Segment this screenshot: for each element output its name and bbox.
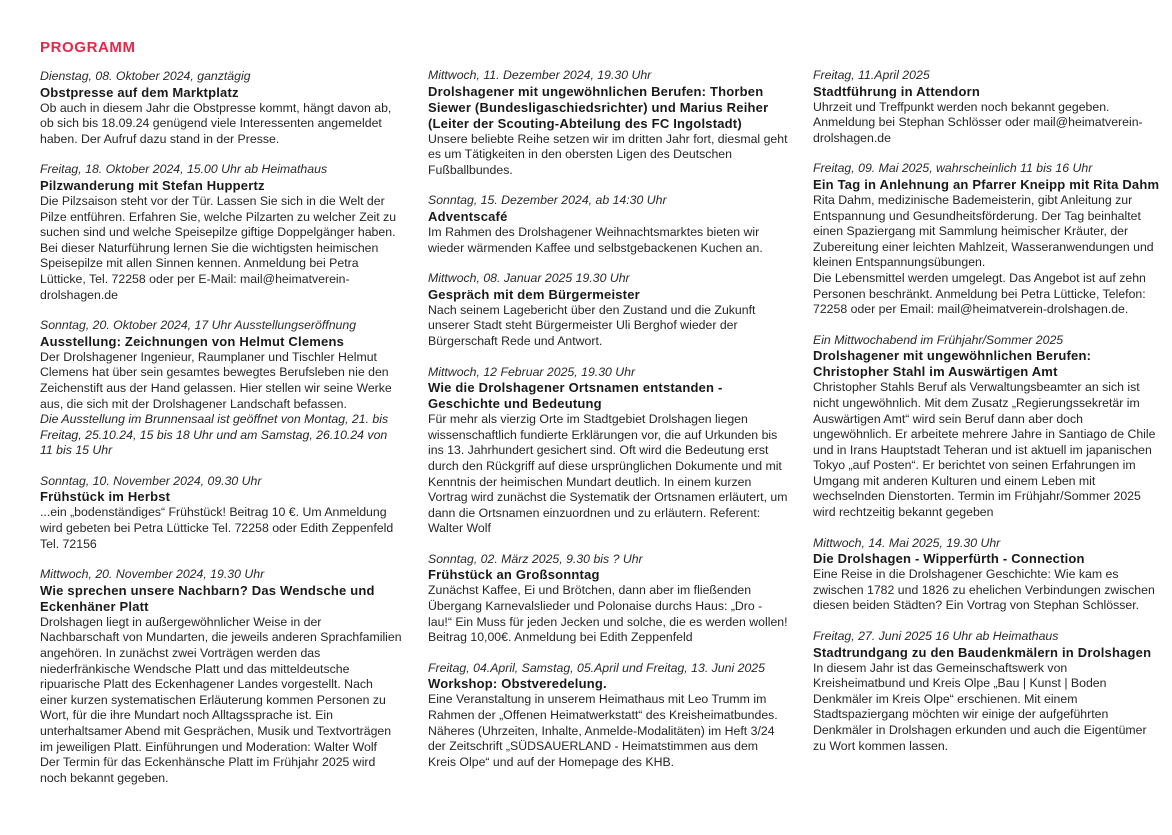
event-description: Christopher Stahls Beruf als Verwaltungsbeamter an sich ist nicht ungewöhnlich. Mit dem Zusatz „Regierungssekretär im Auswärtigen Amt“ wird sein Beruf dann aber doch ungewöhnlich. Er arbeitete mehrere Jahre in Santiago de Chile und in Irans Hauptstadt Teheran und ist aktuell im japanischen Tokyo „auf Posten“. Er berichtet von seinen Erfahrungen im Umgang mit anderen Kulturen und einem Leben mit wechselnden Dienstorten. Termin im Frühjahr/Sommer 2025 wird rechtzeitig bekannt gegeben (813, 380, 1156, 520)
event-description: Drolshagen liegt in außergewöhnlicher Weise in der Nachbarschaft von Mundarten, die jeweils anderen Sprachfamilien angehören. In zunächst zwei Vorträgen werden das niederfränkische Wendsche Platt und das mitteldeutsche ripuarische Platt des Eckenhagener Landes vorgestellt. Nach einer kurzen systematischen Erläuterung kommen Personen zu Wort, für die ihre Mundart noch Alltagssprache ist. Ein unterhaltsamer Abend mit Gesprächen, Musik und Textvorträgen im jeweiligen Platt. Einführungen und Moderation: Walter Wolf (40, 614, 402, 754)
event-item (428, 68, 788, 178)
event-date: Dienstag, 08. Oktober 2024, ganztägig (40, 69, 251, 83)
event-date: Sonntag, 10. November 2024, 09.30 Uhr (40, 473, 262, 488)
event-title: Stadtrundgang zu den Baudenkmälern in Drolshagen (813, 644, 1152, 660)
event-note: Die Ausstellung im Brunnensaal ist geöffnet von Montag, 21. bis Freitag, 25.10.24, 15 bis 18 Uhr und am Samstag, 26.10.24 von 11 bis 15 Uhr (40, 412, 389, 458)
page-title: PROGRAMM (40, 39, 136, 56)
event-title: Wie sprechen unsere Nachbarn? Das Wendsche und Eckenhäner Platt (40, 582, 375, 614)
event-item (813, 629, 1160, 754)
event-item (813, 68, 1160, 146)
event-date: Freitag, 09. Mai 2025, wahrscheinlich 11 bis 16 Uhr (813, 161, 1093, 176)
event-description-extra: Die Lebensmittel werden umgelegt. Das Angebot ist auf zehn Personen beschränkt. Anmeldung bei Petra Lütticke, Telefon: 72258 oder per Email: mail@heimatverein-drolshagen.de. (813, 270, 1146, 317)
event-title: Drolshagener mit ungewöhnlichen Berufen: Thorben Siewer (Bundesligaschiedsrichter) und Marius Reiher (Leiter der Scouting-Abteilung des FC Ingolstadt) (428, 83, 769, 131)
event-description: Uhrzeit und Treffpunkt werden noch bekannt gegeben. Anmeldung bei Stephan Schlösser oder mail@heimatverein-drolshagen.de (813, 99, 1143, 145)
event-item (40, 162, 402, 303)
event-item (428, 661, 788, 771)
event-item (428, 365, 788, 537)
event-title: Ein Tag in Anlehnung an Pfarrer Kneipp mit Rita Dahm (813, 176, 1160, 192)
event-description: Unsere beliebte Reihe setzen wir im dritten Jahr fort, diesmal geht es um Tätigkeiten in den obersten Ligen des Deutschen Fußballbundes. (428, 131, 788, 177)
event-item (40, 567, 402, 786)
event-item (813, 333, 1160, 521)
event-date: Freitag, 27. Juni 2025 16 Uhr ab Heimathaus (813, 629, 1059, 644)
event-title: Die Drolshagen - Wipperfürth - Connection (813, 551, 1085, 567)
event-description: Im Rahmen des Drolshagener Weihnachtsmarktes bieten wir wieder wärmenden Kaffee und selbstgebackenen Kuchen an. (428, 224, 763, 255)
program-column-3 (813, 40, 1160, 801)
event-title: Frühstück an Großsonntag (428, 567, 600, 583)
event-description: Eine Reise in die Drolshagener Geschichte: Wie kam es zwischen 1782 und 1826 zu ehelichen Verbindungen zwischen diesen beiden Städten? Ein Vortrag von Stephan Schlösser. (813, 567, 1155, 613)
event-date: Mittwoch, 20. November 2024, 19.30 Uhr (40, 567, 265, 582)
event-title: Pilzwanderung mit Stefan Huppertz (40, 177, 265, 193)
event-date: Sonntag, 15. Dezember 2024, ab 14:30 Uhr (428, 193, 667, 208)
event-description: Ob auch in diesem Jahr die Obstpresse kommt, hängt davon ab, ob sich bis 18.09.24 genügend viele Interessenten angemeldet haben. Der Aufruf dazu stand in der Presse. (40, 100, 392, 146)
event-item (813, 536, 1160, 614)
event-item (428, 552, 788, 646)
event-date: Freitag, 18. Oktober 2024, 15.00 Uhr ab Heimathaus (40, 162, 328, 177)
event-date: Mittwoch, 14. Mai 2025, 19.30 Uhr (813, 535, 1001, 550)
event-description: Rita Dahm, medizinische Bademeisterin, gibt Anleitung zur Entspannung und Gesundheitsförderung. Der Tag beinhaltet einen Spaziergang mit Sammlung heimischer Kräuter, der Zubereitung einer leichten Mahlzeit, Wasseranwendungen und kleinen Entspannungsübungen. (813, 192, 1154, 270)
event-item (428, 271, 788, 349)
event-date: Freitag, 11.April 2025 (813, 68, 930, 82)
program-column-1 (40, 40, 402, 801)
event-item (40, 69, 402, 147)
event-date: Ein Mittwochabend im Frühjahr/Sommer 2025 (813, 332, 1064, 347)
event-title: Frühstück im Herbst (40, 489, 171, 505)
event-description-extra: Der Termin für das Eckenhänsche Platt im Frühjahr 2025 wird noch bekannt gegeben. (40, 755, 376, 785)
event-description: Für mehr als vierzig Orte im Stadtgebiet Drolshagen liegen wissenschaftlich fundierte Erklärungen vor, die auf Urkunden bis ins 13. Jahrhundert gesichert sind. Oft wird die Bedeutung erst durch den Rückgriff auf diese ursprünglichen Dokumente und mit Kenntnis der heimischen Mundart deutlich. In einem kurzen Vortrag wird zunächst die Systematik der Ortsnamen erläutert, um dann die Ortsnamen einzuordnen und zu erläutern. Referent: Walter Wolf (428, 412, 788, 536)
event-title: Stadtführung in Attendorn (813, 83, 980, 99)
event-item (40, 318, 402, 459)
event-title: Gespräch mit dem Bürgermeister (428, 286, 640, 302)
event-item (428, 193, 788, 256)
event-description: Die Pilzsaison steht vor der Tür. Lassen Sie sich in die Welt der Pilze entführen. Erfahren Sie, welche Pilzarten zu welcher Zeit zu suchen sind und welche Speisepilze giftige Doppelgänger haben. Bei dieser Naturführung lernen Sie die wichtigsten heimischen Speisepilze mit allen Sinnen kennen. Anmeldung bei Petra Lütticke, Tel. 72258 oder per E-Mail: mail@heimatverein-drolshagen.de (40, 193, 397, 302)
program-column-2 (428, 40, 788, 801)
event-description: In diesem Jahr ist das Gemeinschaftswerk von Kreisheimatbund und Kreis Olpe „Bau | Kunst | Boden Denkmäler im Kreis Olpe“ erschienen. Mit einem Stadtspaziergang möchten wir einige der aufgeführten Denkmäler in Drolshagen erkunden und auch die Eigentümer zu Wort kommen lassen. (813, 660, 1147, 753)
event-title: Drolshagener mit ungewöhnlichen Berufen: Christopher Stahl im Auswärtigen Amt (813, 348, 1092, 380)
event-item (40, 474, 402, 552)
event-date: Sonntag, 20. Oktober 2024, 17 Uhr Ausstellungseröffnung (40, 318, 357, 333)
event-title: Workshop: Obstveredelung. (428, 676, 607, 692)
event-title: Wie die Drolshagener Ortsnamen entstanden - Geschichte und Bedeutung (428, 380, 723, 412)
event-description: Nach seinem Lagebericht über den Zustand und die Zukunft unserer Stadt steht Bürgermeister Uli Berghof wieder der Bürgerschaft Rede und Antwort. (428, 302, 756, 348)
event-title: Adventscafé (428, 208, 508, 224)
event-title: Ausstellung: Zeichnungen von Helmut Clemens (40, 333, 345, 349)
event-description: ...ein „bodenständiges“ Frühstück! Beitrag 10 €. Um Anmeldung wird gebeten bei Petra Lütticke Tel. 72258 oder Edith Zeppenfeld Tel. 72156 (40, 505, 394, 551)
event-date: Mittwoch, 12 Februar 2025, 19.30 Uhr (428, 364, 636, 379)
event-date: Freitag, 04.April, Samstag, 05.April und Freitag, 13. Juni 2025 (428, 660, 765, 675)
event-item (813, 161, 1160, 317)
event-title: Obstpresse auf dem Marktplatz (40, 84, 239, 100)
event-date: Mittwoch, 11. Dezember 2024, 19.30 Uhr (428, 68, 652, 82)
event-description: Zunächst Kaffee, Ei und Brötchen, dann aber im fließenden Übergang Karnevalslieder und Polonaise durchs Haus: „Dro - lau!“ Ein Muss für jeden Jecken und solche, die es werden wollen! Beitrag 10,00€. Anmeldung bei Edith Zeppenfeld (428, 583, 788, 645)
event-date: Sonntag, 02. März 2025, 9.30 bis ? Uhr (428, 551, 643, 566)
event-description: Eine Veranstaltung in unserem Heimathaus mit Leo Trumm im Rahmen der „Offenen Heimatwerkstatt“ des Kreisheimatbundes. Näheres (Uhrzeiten, Inhalte, Anmelde-Modalitäten) im Heft 3/24 der Zeitschrift „SÜDSAUERLAND - Heimatstimmen aus dem Kreis Olpe“ und auf der Homepage des KHB. (428, 692, 778, 769)
event-description: Der Drolshagener Ingenieur, Raumplaner und Tischler Helmut Clemens hat über sein gesamtes bewegtes Berufsleben nie den Zeichenstift aus der Hand gelassen. Hier stellen wir seine Werke aus, die sich mit der Drolshagener Landschaft befassen. (40, 349, 392, 411)
event-date: Mittwoch, 08. Januar 2025 19.30 Uhr (428, 271, 630, 286)
